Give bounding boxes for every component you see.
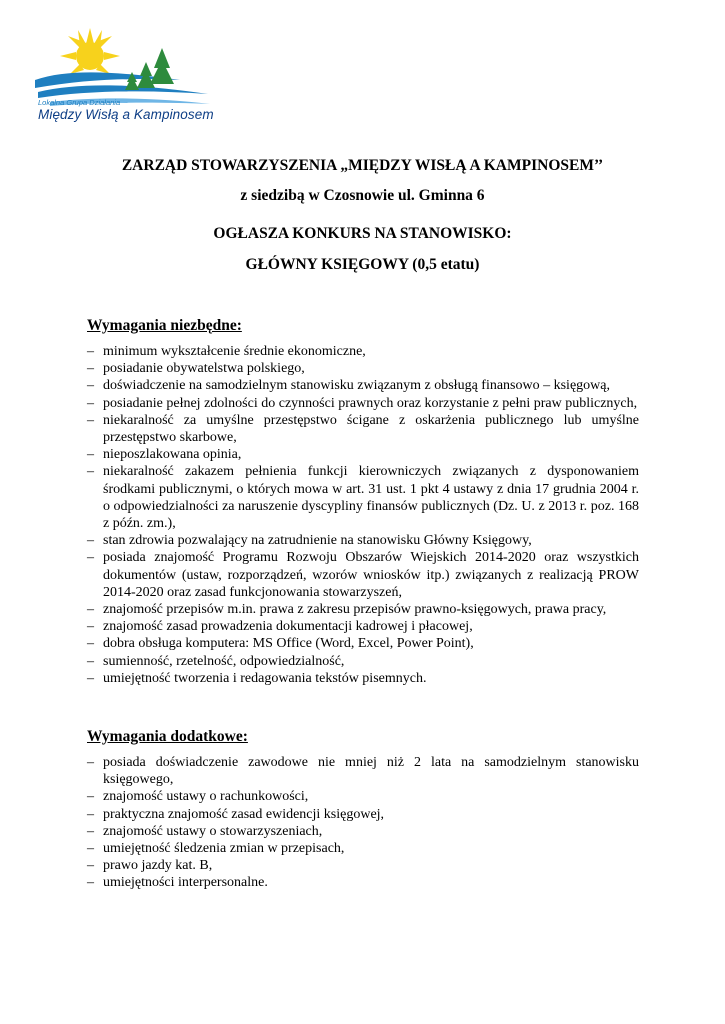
additional-list-item: – znajomość ustawy o stowarzyszeniach, (87, 823, 639, 840)
additional-list-item: – praktyczna znajomość zasad ewidencji księgowej, (87, 806, 639, 823)
required-list-item: – znajomość zasad prowadzenia dokumentacji kadrowej i płacowej, (87, 618, 639, 635)
required-list-item: – stan zdrowia pozwalający na zatrudnienie na stanowisku Główny Księgowy, (87, 532, 639, 549)
required-list-item: – niekaralność za umyślne przestępstwo ścigane z oskarżenia publicznego lub umyślne przestępstwo skarbowe, (87, 412, 639, 446)
additional-list (87, 754, 639, 892)
header-line-1: ZARZĄD STOWARZYSZENIA „MIĘDZY WISŁĄ A KAMPINOSEM’’ (121, 157, 604, 174)
logo-title: Między Wisłą a Kampinosem (38, 107, 214, 122)
required-list-item: – posiada znajomość Programu Rozwoju Obszarów Wiejskich 2014-2020 oraz wszystkich dokumentów (ustaw, rozporządzeń, wzorów wniosków itp.) związanych z realizacją PROW 2014-2020 oraz zasad funkcjonowania stowarzyszeń, (87, 549, 639, 601)
required-list (87, 343, 639, 687)
required-list-item: – minimum wykształcenie średnie ekonomiczne, (87, 343, 639, 360)
required-list-item: – znajomość przepisów m.in. prawa z zakresu przepisów prawno-księgowych, prawa pracy, (87, 601, 639, 618)
required-list-item: – posiadanie pełnej zdolności do czynności prawnych oraz korzystanie z pełni praw publicznych, (87, 395, 639, 412)
additional-section-title: Wymagania dodatkowe: (87, 728, 248, 745)
required-list-item: – doświadczenie na samodzielnym stanowisku związanym z obsługą finansowo – księgową, (87, 377, 639, 394)
header-line-4: GŁÓWNY KSIĘGOWY (0,5 etatu) (245, 256, 480, 273)
header-line-2: z siedzibą w Czosnowie ul. Gminna 6 (240, 187, 485, 204)
additional-list-item: – znajomość ustawy o rachunkowości, (87, 788, 639, 805)
required-list-item: – posiadanie obywatelstwa polskiego, (87, 360, 639, 377)
additional-list-item: – prawo jazdy kat. B, (87, 857, 639, 874)
required-list-item: – niekaralność zakazem pełnienia funkcji kierowniczych związanych z dysponowaniem środkami publicznymi, o których mowa w art. 31 ust. 1 pkt 4 ustawy z dnia 17 grudnia 2004 r. o odpowiedzialności za naruszenie dyscypliny finansów publicznych (Dz. U. z 2013 r. poz. 168 z późn. zm.), (87, 463, 639, 532)
required-list-item: – umiejętność tworzenia i redagowania tekstów pisemnych. (87, 670, 639, 687)
water-wave (38, 85, 208, 98)
header-line-3: OGŁASZA KONKURS NA STANOWISKO: (213, 225, 512, 242)
required-section-title: Wymagania niezbędne: (87, 317, 242, 334)
sun-icon (60, 28, 120, 74)
additional-list-item: – umiejętności interpersonalne. (87, 874, 639, 891)
additional-list-item: – posiada doświadczenie zawodowe nie mniej niż 2 lata na samodzielnym stanowisku księgowego, (87, 754, 639, 788)
required-list-item: – sumienność, rzetelność, odpowiedzialność, (87, 653, 639, 670)
required-list-item: – dobra obsługa komputera: MS Office (Word, Excel, Power Point), (87, 635, 639, 652)
required-list-item: – nieposzlakowana opinia, (87, 446, 639, 463)
tree-icon (125, 48, 174, 90)
logo-subtitle: Lokalna Grupa Działania (38, 98, 121, 107)
additional-list-item: – umiejętność śledzenia zmian w przepisach, (87, 840, 639, 857)
